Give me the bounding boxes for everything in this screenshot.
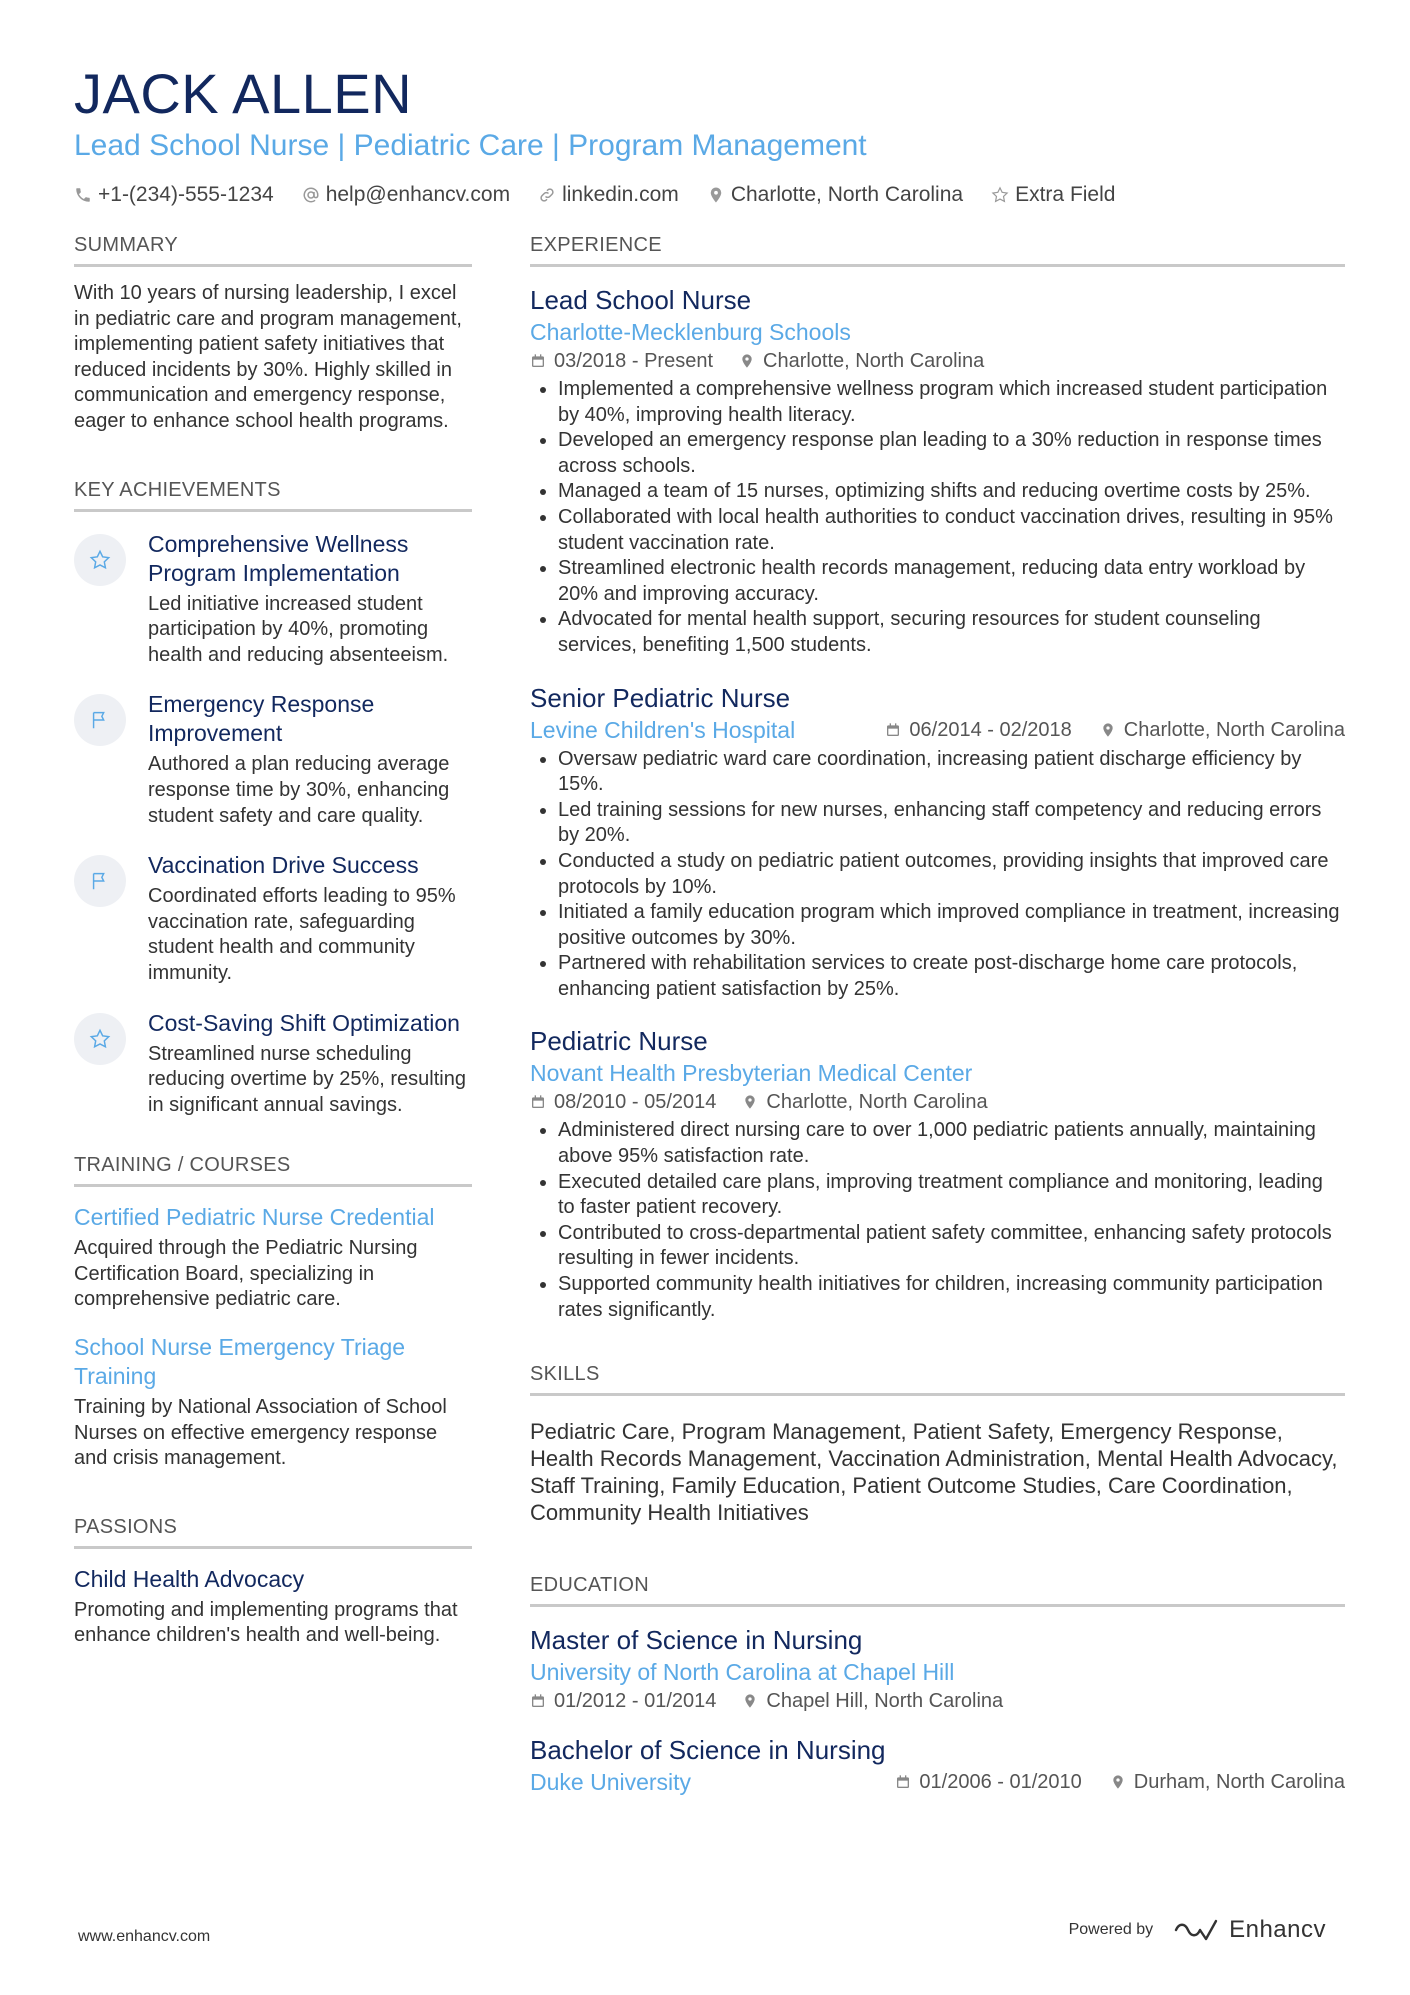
- calendar-icon: [530, 1693, 546, 1709]
- achievement-icon-badge: [74, 855, 126, 907]
- list-item: • Supported community health initiatives for children, increasing community participation rates significantly.: [558, 1272, 1345, 1323]
- education-location: Durham, North Carolina: [1110, 1768, 1345, 1796]
- achievement-desc: Coordinated efforts leading to 95% vaccination rate, safeguarding student health and community immunity.: [148, 885, 456, 984]
- section-title: EDUCATION: [530, 1572, 1345, 1607]
- job-location: Charlotte, North Carolina: [1100, 716, 1345, 744]
- job-meta: [530, 347, 1345, 375]
- star-icon: [991, 186, 1009, 204]
- star-icon: [89, 549, 111, 571]
- location-text: Charlotte, North Carolina: [730, 183, 964, 206]
- education-meta: [530, 1767, 1345, 1797]
- location-pin-icon: [1100, 722, 1116, 738]
- job-company: Novant Health Presbyterian Medical Center: [530, 1060, 973, 1087]
- contact-location: [707, 180, 963, 210]
- job-entry: [530, 1024, 1345, 1323]
- achievement-icon-badge: [74, 1013, 126, 1065]
- passion-title: Child Health Advocacy: [74, 1565, 305, 1592]
- job-title: Senior Pediatric Nurse: [530, 682, 791, 713]
- achievement-title: Cost-Saving Shift Optimization: [148, 1009, 460, 1036]
- contact-email[interactable]: [302, 180, 510, 210]
- candidate-name: JACK ALLEN: [74, 62, 413, 125]
- at-icon: [302, 186, 320, 204]
- powered-by-label: Powered by: [1068, 1921, 1154, 1938]
- job-dates: 03/2018 - Present: [530, 347, 713, 375]
- section-title: SKILLS: [530, 1361, 1345, 1396]
- headline: Lead School Nurse | Pediatric Care | Program Management: [74, 129, 867, 162]
- education-entry: [530, 1733, 1345, 1797]
- location-pin-icon: [739, 353, 755, 369]
- achievement-title: Vaccination Drive Success: [148, 852, 419, 879]
- achievement-desc: Led initiative increased student participation by 40%, promoting health and reducing absenteeism.: [148, 592, 449, 666]
- link-icon: [538, 186, 556, 204]
- achievements-section: [74, 477, 472, 1119]
- list-item: • Collaborated with local health authorities to conduct vaccination drives, resulting in 95% student vaccination rate.: [558, 505, 1345, 556]
- footer-website[interactable]: www.enhancv.com: [78, 1928, 211, 1945]
- experience-section: [530, 232, 1345, 1323]
- list-item: • Contributed to cross-departmental patient safety committee, enhancing safety protocols resulting in fewer incidents.: [558, 1221, 1345, 1272]
- course-item: [74, 1333, 472, 1472]
- phone-icon: [74, 186, 92, 204]
- job-meta: [530, 715, 1345, 745]
- phone-text: +1-(234)-555-1234: [98, 183, 274, 206]
- education-dates: 01/2012 - 01/2014: [530, 1687, 716, 1715]
- list-item: • Streamlined electronic health records management, reducing data entry workload by 20% and improving accuracy.: [558, 556, 1345, 607]
- list-item: • Managed a team of 15 nurses, optimizing shifts and reducing overtime costs by 25%.: [558, 479, 1345, 505]
- footer-powered-by: [1069, 1916, 1326, 1944]
- list-item: • Developed an emergency response plan leading to a 30% reduction in response times across schools.: [558, 428, 1345, 479]
- list-item: • Led training sessions for new nurses, enhancing staff competency and reducing errors by 20%.: [558, 798, 1345, 849]
- list-item: • Initiated a family education program which improved compliance in treatment, increasing positive outcomes by 30%.: [558, 900, 1345, 951]
- summary-text: With 10 years of nursing leadership, I excel in pediatric care and program management, implementing patient safety initiatives that reduced incidents by 30%. Highly skilled in communication and emergency response, eager to enhance school health programs.: [74, 282, 462, 432]
- calendar-icon: [885, 722, 901, 738]
- achievement-title: Emergency Response Improvement: [148, 691, 375, 747]
- location-pin-icon: [707, 186, 725, 204]
- calendar-icon: [895, 1774, 911, 1790]
- achievement-icon-badge: [74, 534, 126, 586]
- school-name: University of North Carolina at Chapel Hill: [530, 1659, 955, 1686]
- list-item: • Executed detailed care plans, improving treatment compliance and monitoring, leading to faster patient recovery.: [558, 1170, 1345, 1221]
- achievement-item: [74, 851, 472, 986]
- list-item: • Conducted a study on pediatric patient outcomes, providing insights that improved care protocols by 10%.: [558, 849, 1345, 900]
- contact-phone[interactable]: [74, 180, 274, 210]
- section-title: TRAINING / COURSES: [74, 1152, 472, 1187]
- training-section: [74, 1152, 472, 1472]
- job-dates: 06/2014 - 02/2018: [885, 716, 1071, 744]
- contact-linkedin[interactable]: [538, 180, 679, 210]
- section-title: KEY ACHIEVEMENTS: [74, 477, 472, 512]
- contact-bar: [74, 180, 1344, 210]
- linkedin-text: linkedin.com: [562, 183, 679, 206]
- list-item: • Advocated for mental health support, securing resources for student counseling services, benefiting 1,500 students.: [558, 607, 1345, 658]
- job-bullets: [530, 1118, 1345, 1323]
- job-location: Charlotte, North Carolina: [742, 1088, 987, 1116]
- star-icon: [89, 1028, 111, 1050]
- job-title: Pediatric Nurse: [530, 1026, 708, 1057]
- achievement-title: Comprehensive Wellness Program Implementation: [148, 530, 409, 586]
- job-company: Levine Children's Hospital: [530, 716, 796, 743]
- enhancv-logo[interactable]: [1173, 1916, 1326, 1944]
- course-desc: Acquired through the Pediatric Nursing Certification Board, specializing in comprehensive pediatric care.: [74, 1237, 418, 1311]
- course-title: School Nurse Emergency Triage Training: [74, 1334, 406, 1390]
- achievement-item: [74, 690, 472, 829]
- job-entry: [530, 681, 1345, 1003]
- course-item: [74, 1203, 472, 1313]
- degree-title: Bachelor of Science in Nursing: [530, 1735, 886, 1766]
- location-pin-icon: [742, 1693, 758, 1709]
- location-pin-icon: [742, 1094, 758, 1110]
- email-text: help@enhancv.com: [325, 183, 511, 206]
- skills-section: [530, 1361, 1345, 1526]
- passions-section: [74, 1514, 472, 1649]
- list-item: • Partnered with rehabilitation services to create post-discharge home care protocols, enhancing patient satisfaction by 25%.: [558, 951, 1345, 1002]
- education-meta: [530, 1687, 1345, 1715]
- job-location: Charlotte, North Carolina: [739, 347, 984, 375]
- achievement-desc: Authored a plan reducing average response time by 30%, enhancing student safety and care quality.: [148, 753, 450, 827]
- job-title: Lead School Nurse: [530, 285, 752, 315]
- passion-desc: Promoting and implementing programs that enhance children's health and well-being.: [74, 1598, 458, 1647]
- course-title: Certified Pediatric Nurse Credential: [74, 1204, 435, 1231]
- flag-icon: [89, 870, 111, 892]
- education-entry: [530, 1623, 1345, 1715]
- job-bullets: [530, 377, 1345, 659]
- section-title: EXPERIENCE: [530, 232, 1345, 267]
- job-bullets: [530, 747, 1345, 1003]
- list-item: • Oversaw pediatric ward care coordination, increasing patient discharge efficiency by 15%.: [558, 747, 1345, 798]
- location-pin-icon: [1110, 1774, 1126, 1790]
- course-desc: Training by National Association of School Nurses on effective emergency response and crisis management.: [74, 1396, 447, 1470]
- summary-section: [74, 232, 472, 435]
- flag-icon: [89, 709, 111, 731]
- achievement-item: [74, 530, 472, 669]
- education-section: [530, 1572, 1345, 1797]
- enhancv-logo-icon: [1173, 1918, 1219, 1942]
- education-location: Chapel Hill, North Carolina: [742, 1687, 1003, 1715]
- extra-text: Extra Field: [1015, 183, 1116, 206]
- job-meta: [530, 1088, 1345, 1116]
- section-title: PASSIONS: [74, 1514, 472, 1549]
- list-item: • Implemented a comprehensive wellness program which increased student participation by 40%, improving health literacy.: [558, 377, 1345, 428]
- left-column: [74, 232, 472, 1691]
- skills-text: Pediatric Care, Program Management, Patient Safety, Emergency Response, Health Records Management, Vaccination Administration, Mental Health Advocacy, Staff Training, Family Education, Patient Outcome Studies, Care Coordination, Community Health Initiatives: [530, 1419, 1338, 1526]
- list-item: • Administered direct nursing care to over 1,000 pediatric patients annually, maintaining above 95% satisfaction rate.: [558, 1118, 1345, 1169]
- degree-title: Master of Science in Nursing: [530, 1625, 863, 1656]
- job-company: Charlotte-Mecklenburg Schools: [530, 319, 851, 345]
- brand-name: Enhancv: [1229, 1916, 1326, 1943]
- contact-extra: [991, 180, 1115, 210]
- education-dates: 01/2006 - 01/2010: [895, 1768, 1081, 1796]
- section-title: SUMMARY: [74, 232, 472, 267]
- calendar-icon: [530, 1094, 546, 1110]
- header: [74, 60, 1344, 210]
- achievement-desc: Streamlined nurse scheduling reducing overtime by 25%, resulting in significant annual savings.: [148, 1042, 466, 1116]
- school-name: Duke University: [530, 1769, 692, 1796]
- right-column: [530, 232, 1345, 1839]
- calendar-icon: [530, 353, 546, 369]
- job-dates: 08/2010 - 05/2014: [530, 1088, 716, 1116]
- achievement-item: [74, 1009, 472, 1119]
- achievement-icon-badge: [74, 694, 126, 746]
- job-entry: [530, 283, 1345, 659]
